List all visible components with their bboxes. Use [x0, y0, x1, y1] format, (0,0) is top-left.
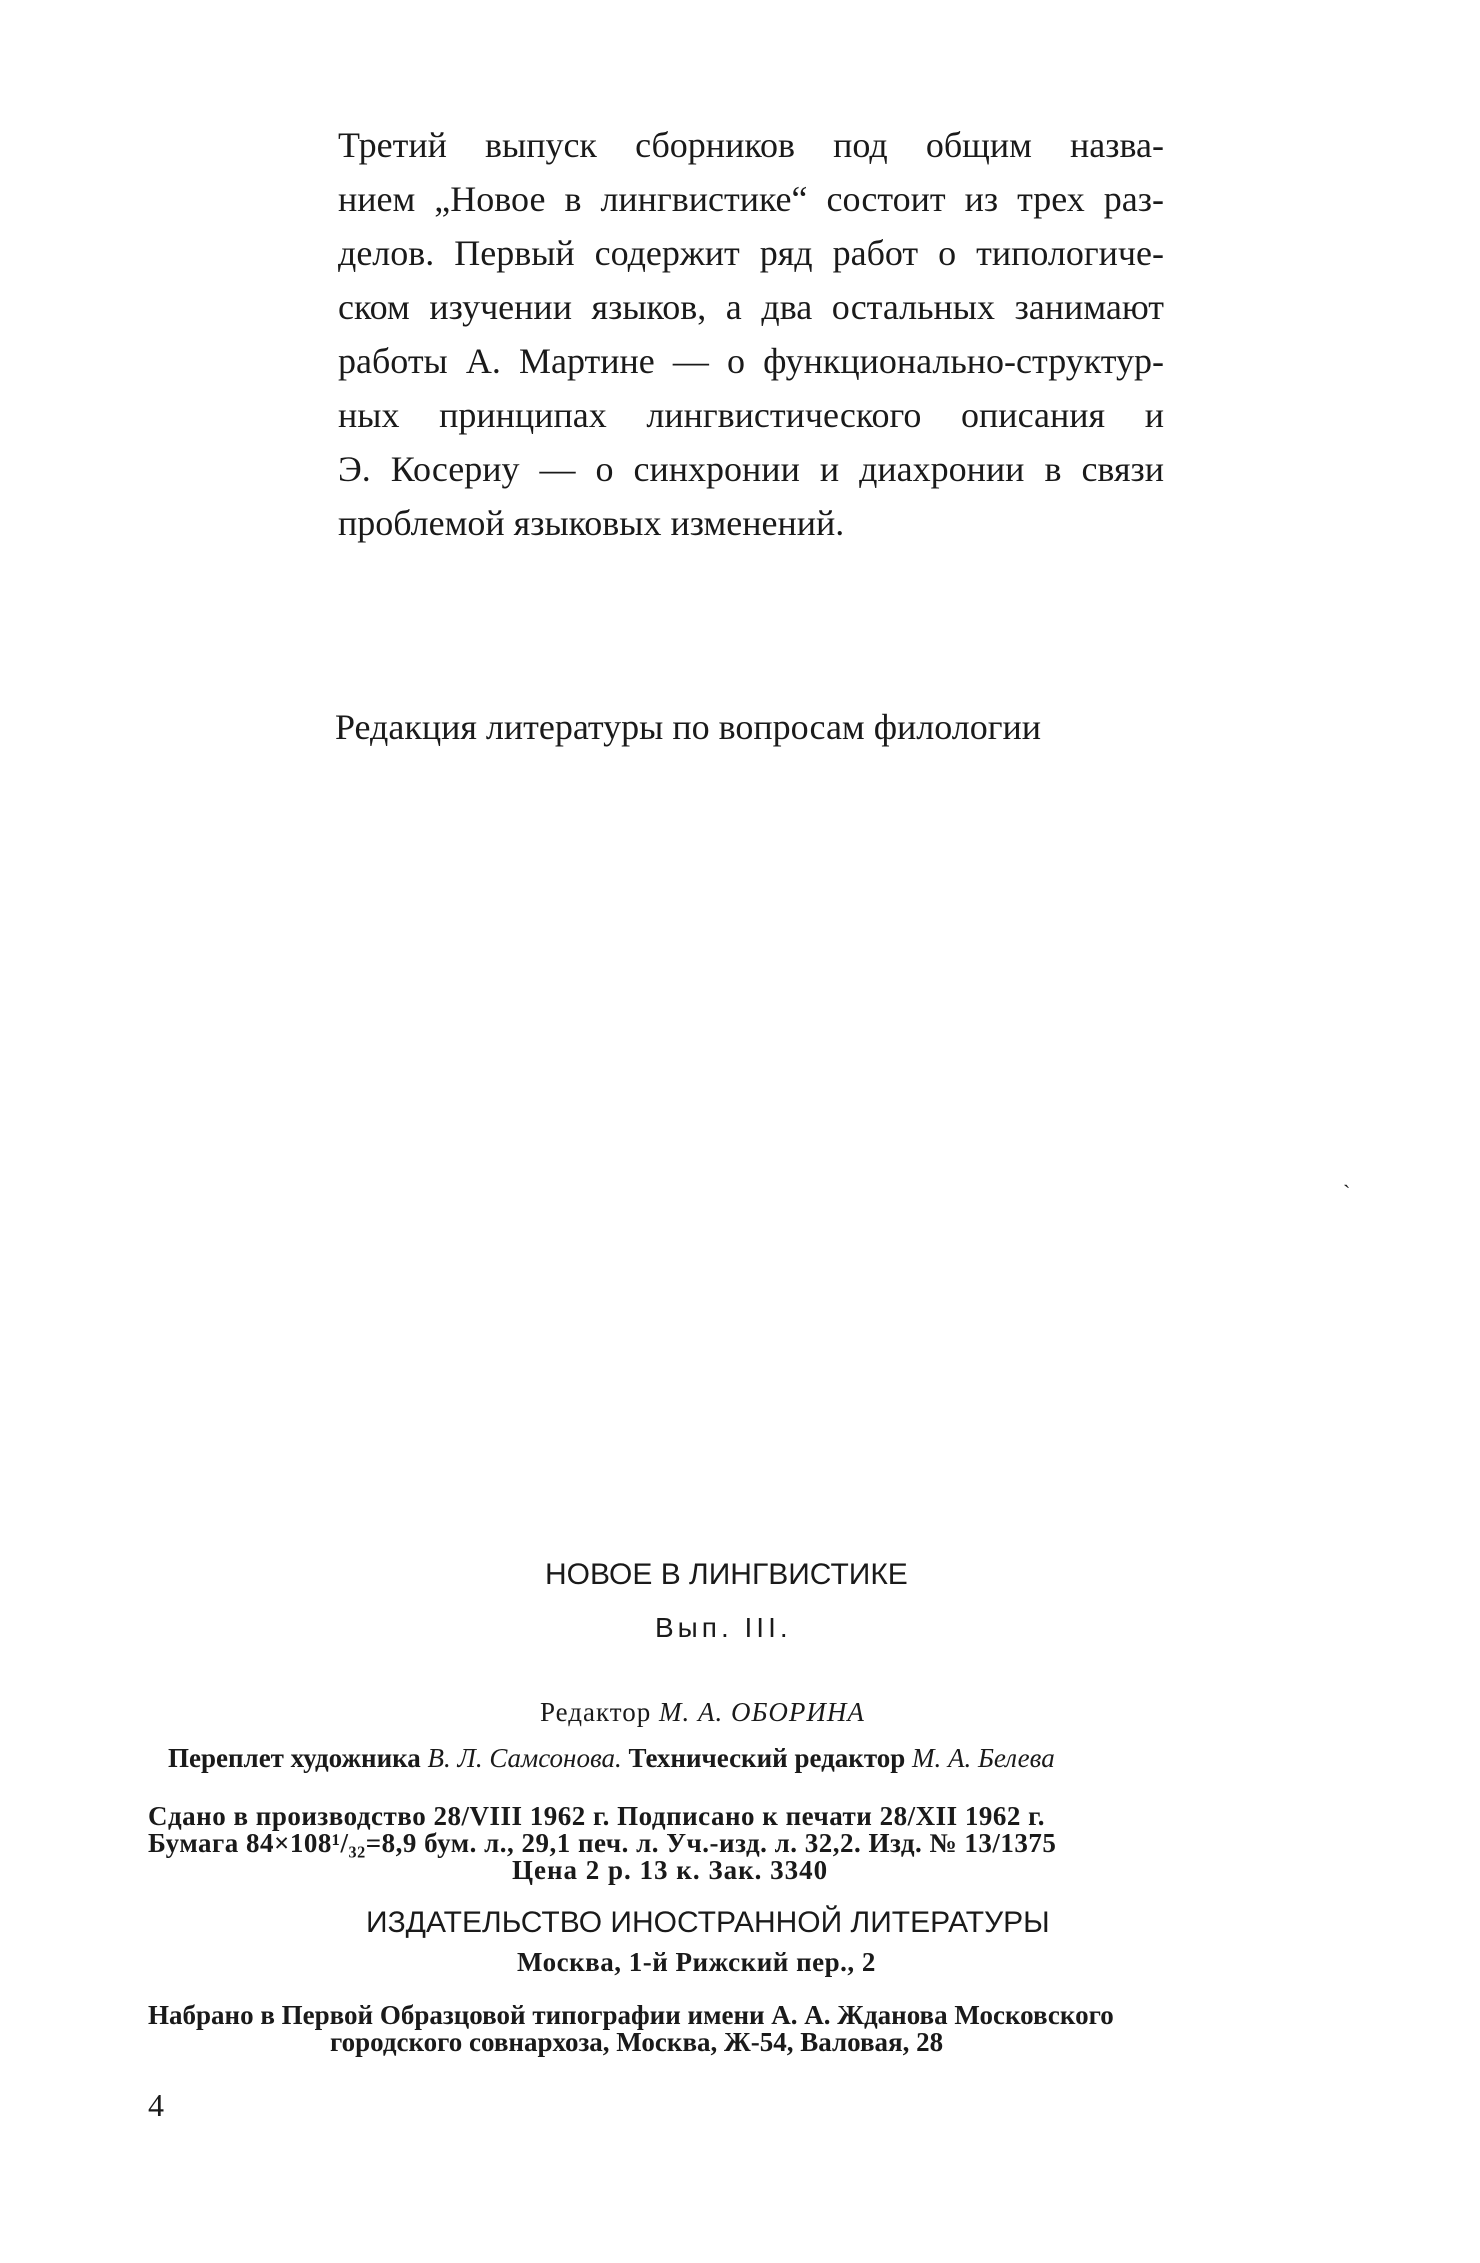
annotation-paragraph [338, 118, 1164, 550]
annotation-line: проблемой языковых изменений. [338, 503, 845, 543]
binding-credit [168, 1743, 1055, 1773]
publisher-name: ИЗДАТЕЛЬСТВО ИНОСТРАННОЙ ЛИТЕРАТУРЫ [366, 1906, 1050, 1939]
annotation-line: работы А. Мартине — о функционально-структур- [338, 341, 1164, 381]
tech-editor-label: Технический редактор [628, 1743, 906, 1773]
paper-specs: Бумага 84×108¹/₃₂=8,9 бум. л., 29,1 печ. л. Уч.-изд. л. 32,2. Изд. № 13/1375 [148, 1828, 1057, 1858]
editor-role: Редактор [540, 1697, 652, 1727]
printer-line: Набрано в Первой Образцовой типографии имени А. А. Жданова Московского [148, 2000, 1114, 2030]
book-title: НОВОЕ В ЛИНГВИСТИКЕ [545, 1558, 908, 1591]
annotation-line: ском изучении языков, а два остальных занимают [338, 287, 1164, 327]
annotation-line: делов. Первый содержит ряд работ о типологиче- [338, 233, 1164, 273]
tech-editor-name: М. А. Белева [912, 1743, 1055, 1773]
editor-name: М. А. ОБОРИНА [658, 1697, 865, 1727]
binding-artist: В. Л. Самсонова. [427, 1743, 622, 1773]
publisher-address: Москва, 1-й Рижский пер., 2 [517, 1947, 876, 1977]
printer-line: городского совнархоза, Москва, Ж-54, Валовая, 28 [330, 2027, 944, 2057]
editor-credit [540, 1697, 865, 1727]
stray-mark: ˎ [1343, 1163, 1351, 1188]
issue-number: Вып. III. [655, 1612, 792, 1643]
annotation-line: нием „Новое в лингвистике“ состоит из трех раз- [338, 179, 1164, 219]
annotation-line: Третий выпуск сборников под общим назва- [338, 125, 1164, 165]
editorial-department: Редакция литературы по вопросам филологии [335, 707, 1042, 747]
page-number: 4 [148, 2087, 164, 2123]
production-dates: Сдано в производство 28/VIII 1962 г. Подписано к печати 28/XII 1962 г. [148, 1801, 1046, 1831]
price-order: Цена 2 р. 13 к. Зак. 3340 [512, 1855, 829, 1885]
binding-label: Переплет художника [168, 1743, 421, 1773]
annotation-line: ных принципах лингвистического описания и [338, 395, 1164, 435]
annotation-line: Э. Косериу — о синхронии и диахронии в связи [338, 449, 1164, 489]
